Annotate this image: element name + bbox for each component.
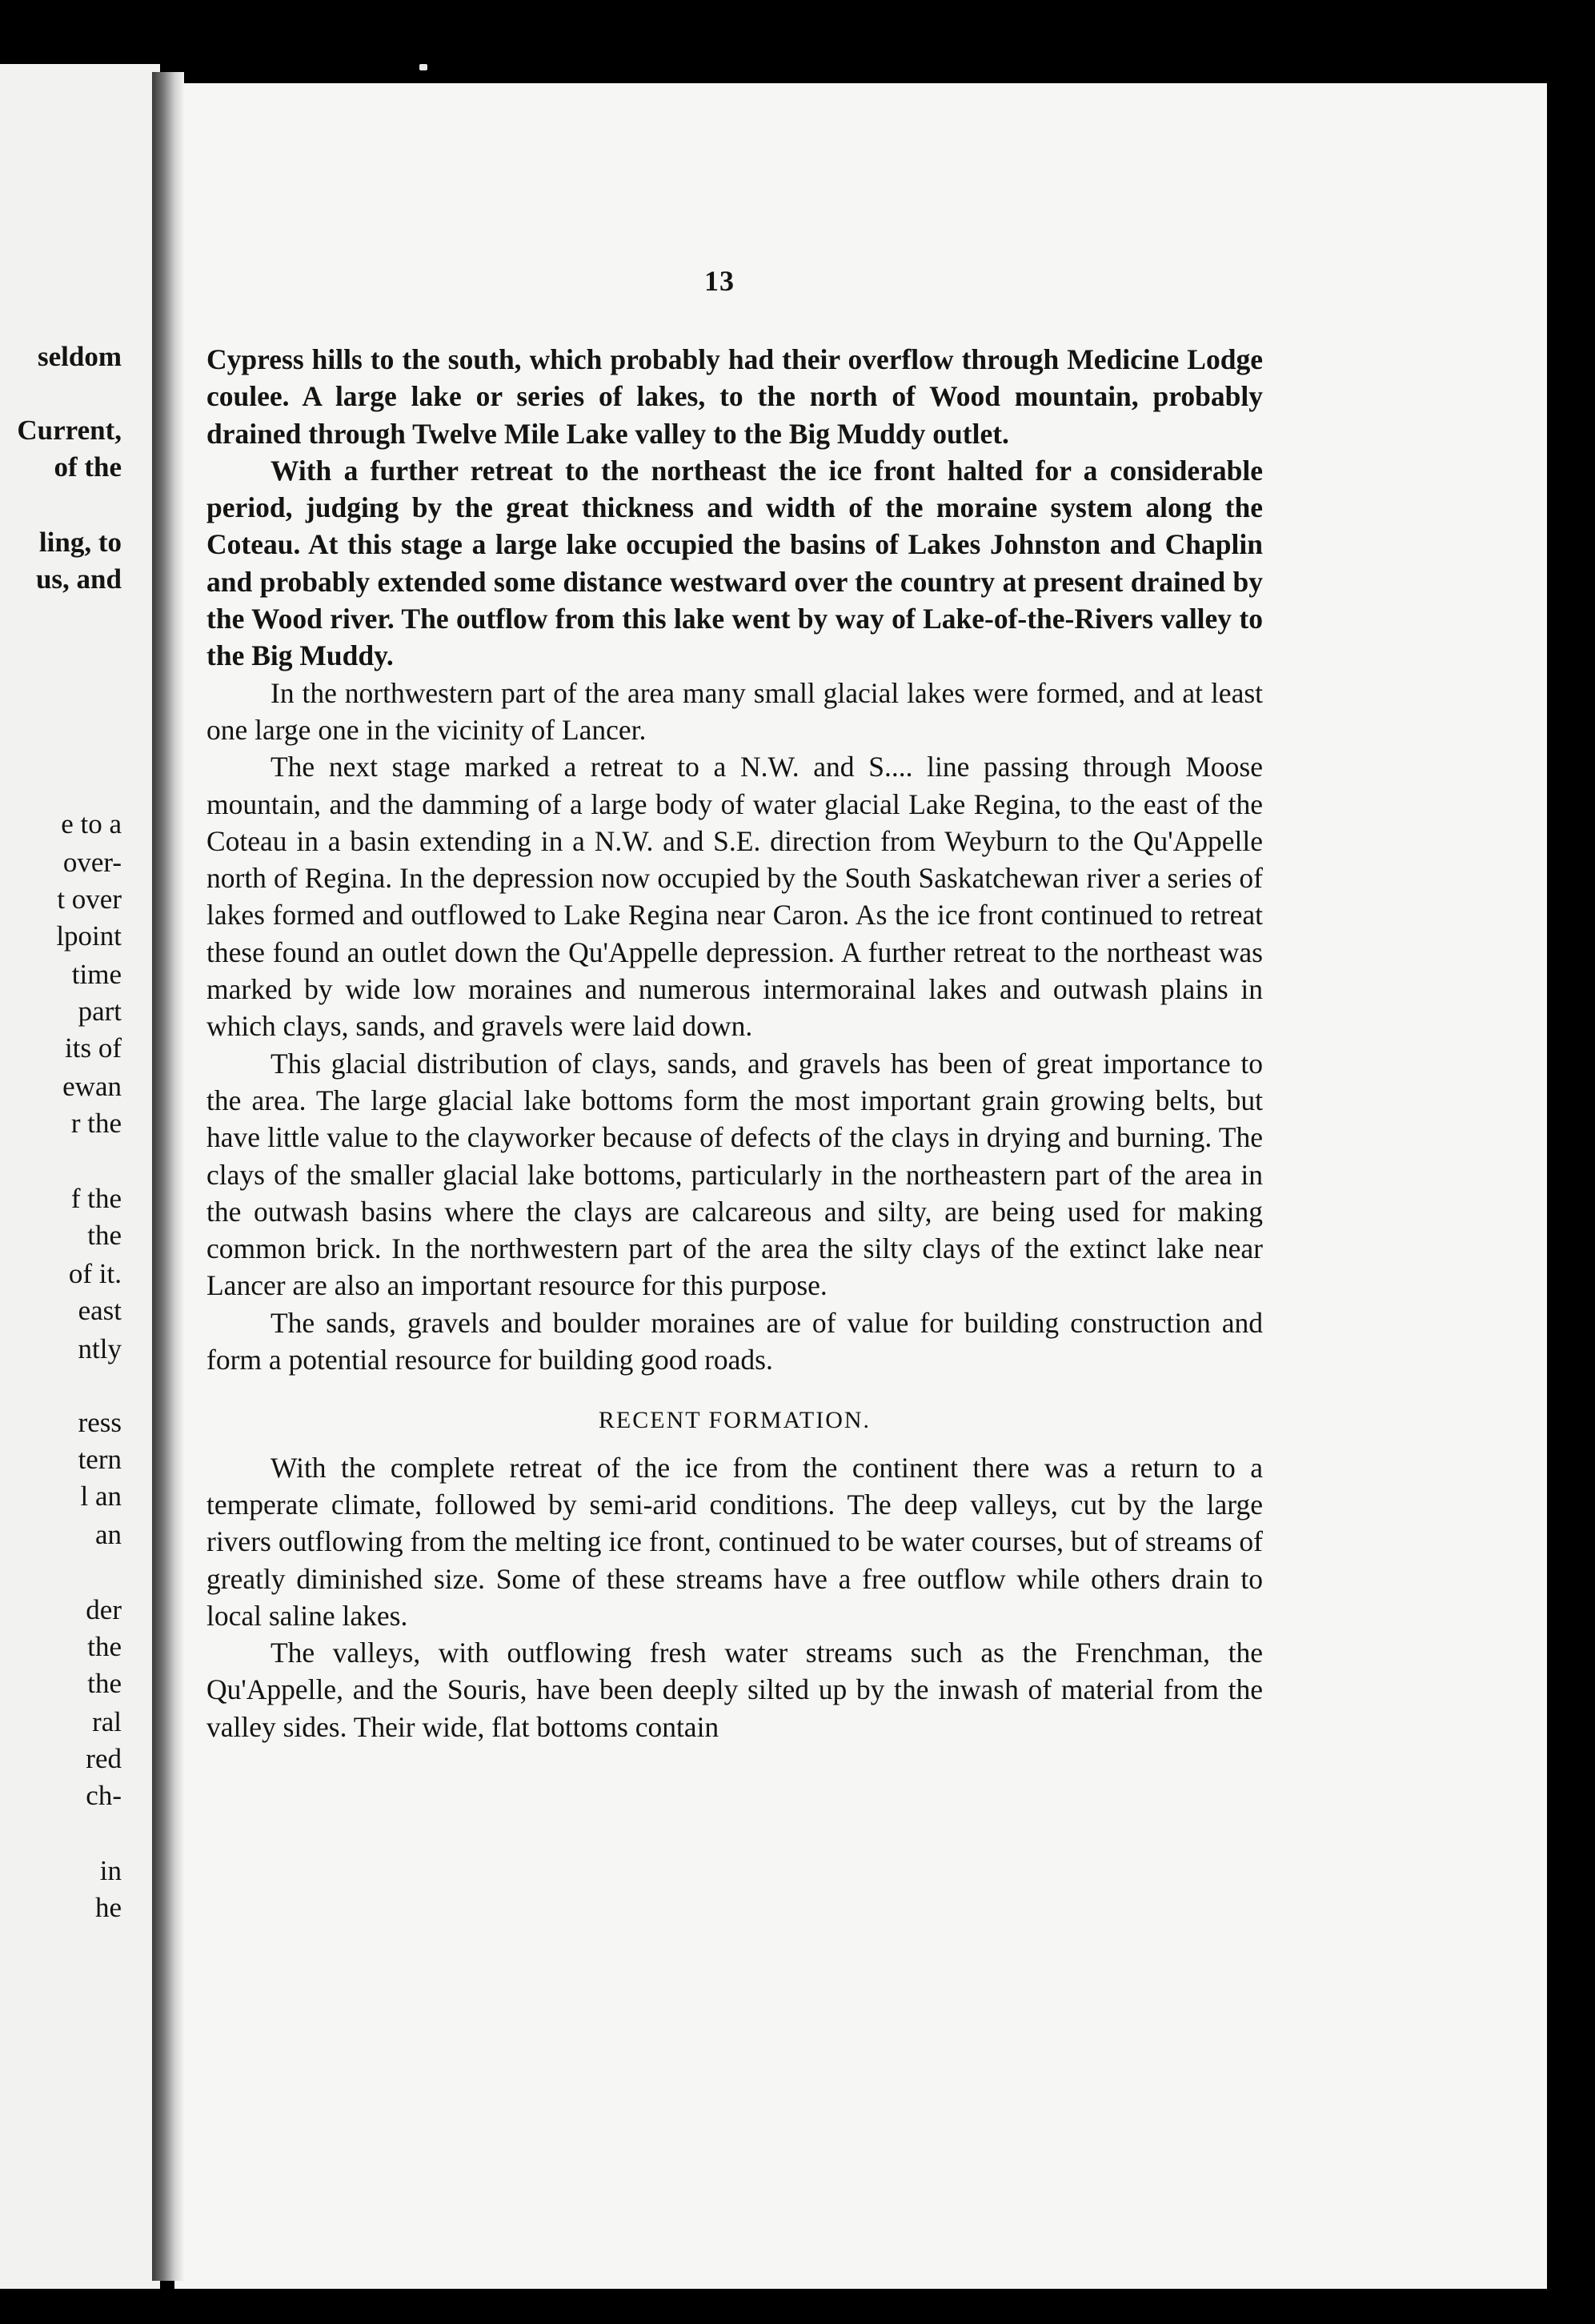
left-page-fragment: e to a <box>61 808 122 839</box>
left-page-fragment: he <box>94 1892 122 1923</box>
left-page-fragment: east <box>78 1295 122 1326</box>
paragraph: With the complete retreat of the ice from the continent there was a return to a temperate climate, followed by semi-arid conditions. The deep valleys, cut by the large rivers outflowing from the melting ice front, continued to be water courses, but of streams of greatly diminished size. Some of these streams have a free outflow while others drain to local saline lakes. <box>206 1451 1263 1632</box>
facing-page-left <box>0 64 160 2289</box>
left-page-fragment: t over <box>57 884 122 915</box>
left-page-fragment: us, and <box>35 563 122 595</box>
left-page-fragment: time <box>71 959 122 990</box>
left-page-fragment: r the <box>70 1108 122 1139</box>
paragraph: The next stage marked a retreat to a N.W. and S.... line passing through Moose mountain, and the damming of a large body of water glacial Lake Regina, to the east of the Coteau in a basin extending in a N.W. and S.E. direction from Weyburn to the Qu'Appelle north of Regina. In the depression now occupied by the South Saskatchewan river a series of lakes formed and outflowed to Lake Regina near Caron. As the ice front continued to retreat these found an outlet down the Qu'Appelle depression. A further retreat to the northeast was marked by wide low moraines and numerous intermorainal lakes and outwash plains in which clays, sands, and gravels were laid down. <box>206 751 1263 1043</box>
left-page-fragment: over- <box>62 847 122 878</box>
left-page-fragment: ntly <box>78 1333 122 1364</box>
left-page-fragment: ral <box>92 1706 122 1737</box>
left-page-fragment: lpoint <box>56 920 122 952</box>
paragraph: With a further retreat to the northeast the ice front halted for a considerable period, judging by the great thickness and width of the moraine system along the Coteau. At this stage a large lake occupied the basins of Lakes Johnston and Chaplin and probably extended some distance westward over the country at present drained by the Wood river. The outflow from this lake went by way of Lake-of-the-Rivers valley to the Big Muddy. <box>206 454 1263 672</box>
page-number: 13 <box>704 265 735 297</box>
left-page-fragment: ewan <box>62 1071 122 1102</box>
left-page-fragment: its of <box>65 1032 122 1064</box>
section-heading: RECENT FORMATION. <box>598 1407 872 1434</box>
paragraph: In the northwestern part of the area many small glacial lakes were formed, and at least one large one in the vicinity of Lancer. <box>206 676 1263 746</box>
left-page-fragment: the <box>87 1220 122 1251</box>
paragraph: The valleys, with outflowing fresh water streams such as the Frenchman, the Qu'Appelle, and the Souris, have been deeply silted up by the inwash of material from the valley sides. Their wide, flat bottoms contain <box>206 1637 1263 1743</box>
left-page-fragment: of it. <box>68 1258 122 1289</box>
left-page-fragment: the <box>87 1668 122 1699</box>
left-page-fragment: of the <box>54 451 122 483</box>
left-page-fragment: der <box>86 1594 122 1625</box>
paragraph: Cypress hills to the south, which probably had their overflow through Medicine Lodge coulee. A large lake or series of lakes, to the north of Wood mountain, probably drained through Twelve Mile Lake valley to the Big Muddy outlet. <box>206 343 1263 450</box>
left-page-fragment: ling, to <box>38 527 122 558</box>
left-page-fragment: seldom <box>38 341 122 372</box>
left-page-fragment: tern <box>78 1444 122 1475</box>
paragraph: This glacial distribution of clays, sands, and gravels has been of great importance to the area. The large glacial lake bottoms form the most important grain growing belts, but have little value to the clayworker because of defects of the clays in drying and burning. The clays of the smaller glacial lake bottoms, particularly in the northeastern part of the area in the outwash basins where the clays are calcareous and silty, are being used for making common brick. In the northwestern part of the area the silty clays of the extinct lake near Lancer are also an important resource for this purpose. <box>206 1047 1263 1302</box>
left-page-fragment: l an <box>80 1481 122 1512</box>
body-text <box>206 341 1263 1745</box>
left-page-fragment: ress <box>78 1407 122 1438</box>
left-page-fragment: part <box>78 996 122 1027</box>
binding-gutter <box>152 72 184 2281</box>
left-page-fragment: in <box>99 1855 122 1886</box>
left-page-fragment: f the <box>70 1183 122 1214</box>
left-page-fragment: the <box>87 1631 122 1662</box>
binding-mark <box>419 64 427 70</box>
left-page-fragment: ch- <box>86 1780 122 1811</box>
left-page-fragment: an <box>94 1519 122 1550</box>
left-page-fragment: Current, <box>17 415 122 446</box>
left-page-fragment: red <box>86 1743 122 1774</box>
paragraph: The sands, gravels and boulder moraines are of value for building construction and form a potential resource for building good roads. <box>206 1306 1263 1376</box>
